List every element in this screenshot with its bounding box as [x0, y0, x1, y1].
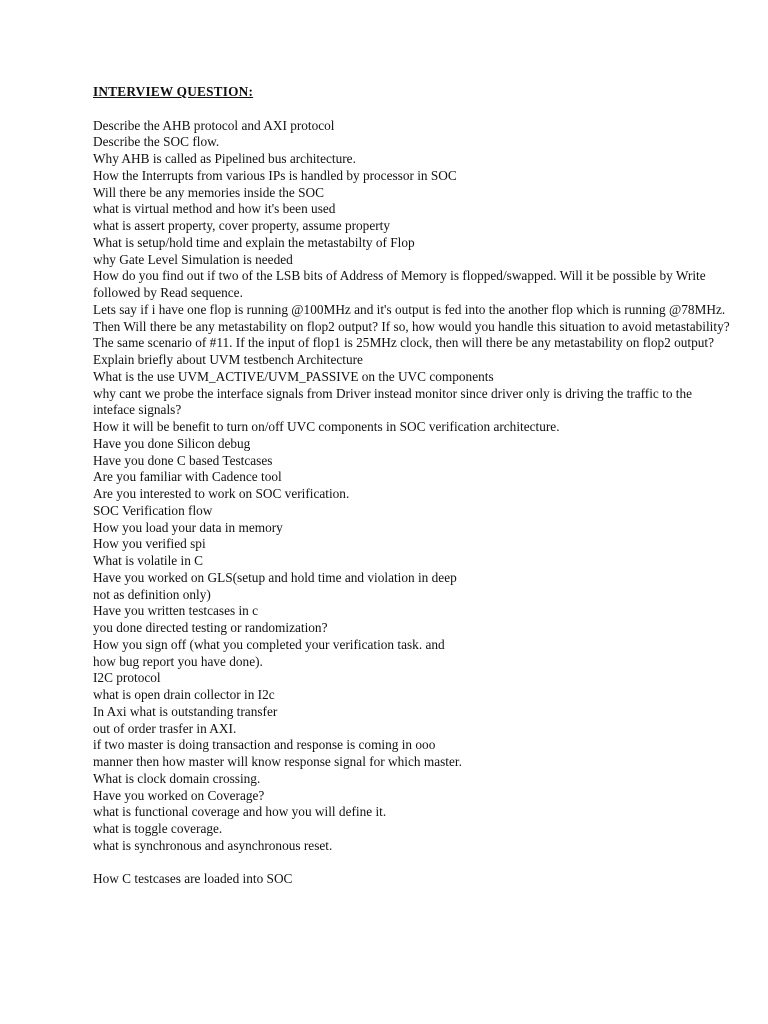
question-item: manner then how master will know response signal for which master.	[93, 754, 462, 769]
question-item: Are you interested to work on SOC verification.	[93, 486, 350, 501]
question-item: Why AHB is called as Pipelined bus architecture.	[93, 151, 356, 166]
question-item: Have you worked on Coverage?	[93, 787, 265, 803]
question-item: What is clock domain crossing.	[93, 770, 261, 786]
question-item: if two master is doing transaction and response is coming in ooo	[93, 737, 436, 753]
question-item: How do you find out if two of the LSB bits of Address of Memory is flopped/swapped. Will it be possible by Write followed by Read sequence.	[93, 268, 706, 300]
question-item: Have you done Silicon debug	[93, 435, 251, 451]
question-item: why Gate Level Simulation is needed	[93, 251, 293, 267]
question-item: Explain briefly about UVM testbench Architecture	[93, 352, 363, 367]
question-item: out of order trasfer in AXI.	[93, 720, 237, 736]
question-item: How you sign off (what you completed your verification task. and	[93, 636, 445, 652]
question-item: how bug report you have done).	[93, 653, 263, 669]
question-item: What is setup/hold time and explain the metastabilty of Flop	[93, 234, 415, 250]
question-item: Have you done C based Testcases	[93, 452, 273, 468]
document-page	[93, 84, 733, 888]
question-item: How it will be benefit to turn on/off UVC components in SOC verification architecture.	[93, 419, 560, 434]
question-item: How the Interrupts from various IPs is handled by processor in SOC	[93, 167, 457, 183]
question-item: In Axi what is outstanding transfer	[93, 703, 278, 719]
question-item: Lets say if i have one flop is running @100MHz and it's output is fed into the another flop which is running @78MHz. Then Will there be any metastability on flop2 output? If so, how would you handle this situation to avoid metastability?	[93, 301, 730, 334]
question-item: Are you familiar with Cadence tool	[93, 469, 282, 485]
question-item: what is synchronous and asynchronous reset.	[93, 837, 333, 853]
question-list	[93, 118, 733, 855]
question-item: How you verified spi	[93, 536, 206, 552]
last-question: How C testcases are loaded into SOC	[93, 871, 293, 887]
question-item: SOC Verification flow	[93, 502, 213, 518]
question-item: not as definition only)	[93, 586, 211, 602]
question-item: why cant we probe the interface signals from Driver instead monitor since driver only is driving the traffic to the inteface signals?	[93, 385, 693, 418]
question-item: Describe the SOC flow.	[93, 134, 220, 150]
question-item: what is open drain collector in I2c	[93, 687, 275, 702]
question-item: Describe the AHB protocol and AXI protocol	[93, 117, 335, 133]
question-item: Have you written testcases in c	[93, 603, 259, 619]
question-item: what is assert property, cover property, assume property	[93, 218, 390, 233]
blank-line	[93, 855, 733, 872]
question-item: How you load your data in memory	[93, 519, 283, 535]
document-title: INTERVIEW QUESTION:	[93, 84, 254, 99]
question-item: what is toggle coverage.	[93, 821, 223, 836]
question-item: What is the use UVM_ACTIVE/UVM_PASSIVE on the UVC components	[93, 368, 494, 384]
question-item: What is volatile in C	[93, 553, 204, 568]
question-item: I2C protocol	[93, 670, 161, 686]
question-item: Will there be any memories inside the SOC	[93, 184, 325, 200]
question-item: what is virtual method and how it's been used	[93, 201, 336, 217]
question-item: what is functional coverage and how you will define it.	[93, 804, 387, 820]
question-item: you done directed testing or randomization?	[93, 620, 328, 635]
question-item: Have you worked on GLS(setup and hold time and violation in deep	[93, 569, 457, 585]
blank-line	[93, 101, 733, 118]
question-item: The same scenario of #11. If the input of flop1 is 25MHz clock, then will there be any metastability on flop2 output?	[93, 335, 714, 351]
